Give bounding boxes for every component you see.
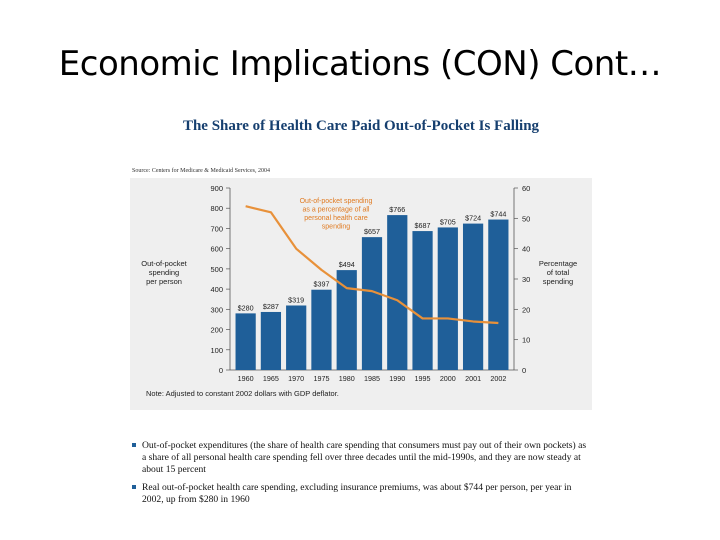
- x-tick-label: 1960: [237, 374, 254, 383]
- bullet-square-icon: [132, 443, 136, 447]
- bullet-square-icon: [132, 485, 136, 489]
- bar: [488, 220, 508, 370]
- y-right-axis-label: spending: [542, 277, 574, 286]
- bar-value-label: $687: [414, 221, 431, 231]
- bullet-list: [132, 440, 592, 512]
- line-annotation: spending: [321, 223, 351, 231]
- bar-value-label: $766: [389, 205, 406, 215]
- bar-value-label: $287: [262, 301, 279, 311]
- y-tick-label: 500: [210, 264, 223, 274]
- line-annotation: as a percentage of all: [302, 206, 370, 214]
- y-right-axis-label: Percentage: [538, 259, 578, 268]
- y-right-tick-label: 10: [522, 335, 531, 345]
- x-tick-label: 1980: [338, 374, 355, 383]
- y-right-tick-label: 40: [522, 244, 531, 254]
- chart-svg: [130, 112, 592, 412]
- source-note: Source: Centers for Medicare & Medicaid Services, 2004: [132, 168, 270, 174]
- y-tick-label: 200: [210, 325, 223, 335]
- y-axis-label: per person: [146, 277, 182, 286]
- line-annotation: personal health care: [304, 215, 368, 222]
- bar-value-label: $280: [237, 303, 254, 313]
- chart-footnote: Note: Adjusted to constant 2002 dollars with GDP deflator.: [146, 389, 339, 398]
- slide-title: Economic Implications (CON) Cont…: [58, 44, 662, 84]
- x-tick-label: 1985: [364, 374, 380, 383]
- x-tick-label: 2001: [465, 374, 482, 383]
- x-tick-label: 1970: [288, 374, 305, 383]
- bullet-item: [132, 482, 592, 506]
- bar: [387, 215, 407, 370]
- y-tick-label: 400: [210, 285, 223, 295]
- bar: [438, 227, 458, 370]
- y-right-tick-label: 0: [522, 366, 527, 375]
- bar-value-label: $319: [288, 295, 305, 305]
- bullet-text: Real out-of-pocket health care spending, excluding insurance premiums, was about $744 per person, per year in 2002, up from $280 in 1960: [142, 482, 572, 505]
- bar-value-label: $657: [364, 227, 380, 237]
- bar-value-label: $494: [338, 260, 355, 270]
- y-right-tick-label: 60: [522, 184, 531, 193]
- bar: [236, 313, 256, 370]
- bar-value-label: $744: [490, 209, 507, 219]
- y-right-tick-label: 20: [522, 305, 531, 315]
- bar: [261, 312, 281, 370]
- y-tick-label: 600: [210, 244, 223, 254]
- bar: [463, 224, 483, 370]
- chart-title: The Share of Health Care Paid Out-of-Pocket Is Falling: [182, 118, 540, 134]
- y-tick-label: 0: [218, 366, 223, 375]
- bar-value-label: $724: [465, 213, 482, 223]
- y-tick-label: 900: [210, 184, 223, 193]
- y-right-axis-label: of total: [546, 268, 570, 277]
- x-tick-label: 1975: [313, 374, 330, 383]
- bar: [337, 270, 357, 370]
- bullet-text: Out-of-pocket expenditures (the share of health care spending that consumers must pay out of their own pockets) as a share of all personal health care spending fell over three decades until the mid-1990s, and they are now steady at about 15 percent: [142, 440, 587, 475]
- y-axis-label: Out-of-pocket: [141, 259, 187, 268]
- y-right-tick-label: 30: [522, 275, 531, 284]
- x-tick-label: 2000: [439, 374, 456, 383]
- x-tick-label: 2002: [490, 374, 507, 383]
- bar: [311, 290, 331, 370]
- bar-value-label: $705: [439, 217, 456, 227]
- bar: [286, 305, 306, 370]
- y-tick-label: 700: [210, 224, 223, 234]
- bullet-item: [132, 440, 592, 476]
- x-tick-label: 1995: [414, 374, 431, 383]
- y-tick-label: 300: [210, 305, 223, 315]
- x-tick-label: 1990: [389, 374, 406, 383]
- y-axis-label: spending: [148, 268, 180, 277]
- line-annotation: Out-of-pocket spending: [299, 198, 373, 205]
- bar-value-label: $397: [313, 279, 330, 289]
- bar: [362, 237, 382, 370]
- bar: [412, 231, 432, 370]
- y-right-tick-label: 50: [522, 214, 531, 224]
- y-tick-label: 800: [210, 204, 223, 214]
- x-tick-label: 1965: [262, 374, 279, 383]
- y-tick-label: 100: [210, 345, 223, 355]
